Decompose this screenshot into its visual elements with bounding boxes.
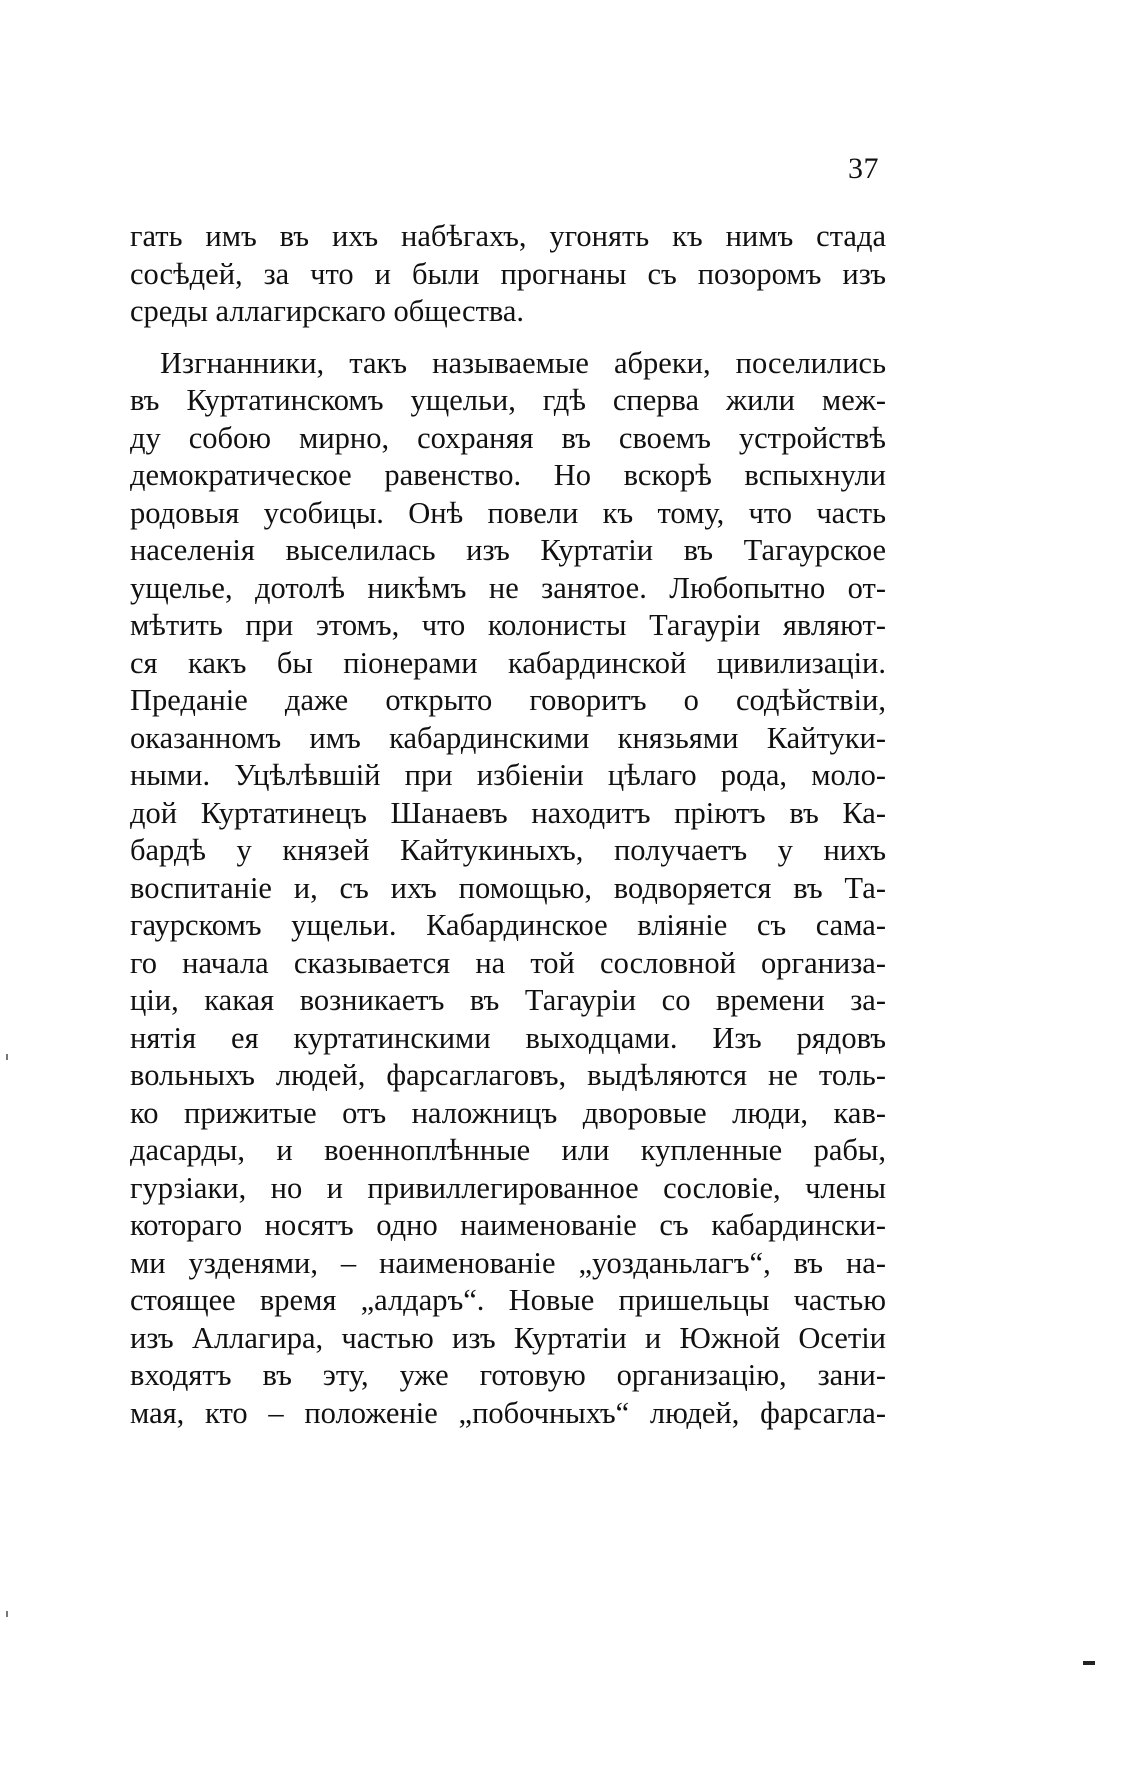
text-line: демократическое равенство. Но вскорѣ вспыхнули bbox=[130, 458, 886, 492]
scan-mark bbox=[6, 1054, 8, 1060]
text-line: Изгнанники, такъ называемые абреки, поселились bbox=[160, 345, 886, 380]
text-line: го начала сказывается на той сословной организа- bbox=[130, 945, 886, 980]
text-line: ко прижитые отъ наложницъ дворовые люди, кав- bbox=[130, 1095, 886, 1130]
text-line: родовыя усобицы. Онѣ повели къ тому, что часть bbox=[130, 495, 886, 530]
text-line: ущелье, дотолѣ никѣмъ не занятое. Любопытно от- bbox=[130, 570, 886, 605]
text-line: стоящее время „алдаръ“. Новые пришельцы частью bbox=[130, 1283, 886, 1317]
text-line: вольныхъ людей, фарсаглаговъ, выдѣляются не толь- bbox=[130, 1058, 886, 1092]
text-line: дасарды, и военноплѣнные или купленные рабы, bbox=[130, 1133, 886, 1167]
text-line: въ Куртатинскомъ ущельи, гдѣ сперва жили меж- bbox=[130, 383, 886, 417]
text-line: ду собою мирно, сохраняя въ своемъ устройствѣ bbox=[130, 420, 886, 455]
text-line: дой Куртатинецъ Шанаевъ находитъ пріютъ въ Ка- bbox=[130, 795, 886, 830]
text-line: гурзіаки, но и привиллегированное сословіе, члены bbox=[130, 1170, 886, 1205]
text-line: нятія ея куртатинскими выходцами. Изъ рядовъ bbox=[130, 1020, 886, 1055]
text-line: сосѣдей, за что и были прогнаны съ позоромъ изъ bbox=[130, 256, 886, 291]
text-line: ными. Уцѣлѣвшій при избіеніи цѣлаго рода, моло- bbox=[130, 758, 886, 792]
text-line: изъ Аллагира, частью изъ Куртатіи и Южной Осетіи bbox=[130, 1320, 886, 1355]
text-line: Преданіе даже открыто говоритъ о содѣйствіи, bbox=[130, 683, 886, 717]
scan-mark bbox=[6, 1611, 8, 1617]
text-line: ціи, какая возникаетъ въ Тагауріи со времени за- bbox=[130, 983, 886, 1017]
text-line: входятъ въ эту, уже готовую организацію, зани- bbox=[130, 1358, 886, 1392]
text-line: котораго носятъ одно наименованіе съ кабардински- bbox=[130, 1208, 886, 1242]
paragraph-spacer bbox=[130, 331, 886, 345]
text-line: ся какъ бы піонерами кабардинской цивилизаціи. bbox=[130, 645, 886, 680]
text-line: мѣтить при этомъ, что колонисты Тагауріи являют- bbox=[130, 608, 886, 642]
text-line: бардѣ у князей Кайтукиныхъ, получаетъ у нихъ bbox=[130, 833, 886, 867]
text-line: гать имъ въ ихъ набѣгахъ, угонять къ нимъ стада bbox=[130, 219, 886, 253]
text-line: воспитаніе и, съ ихъ помощью, водворяется въ Та- bbox=[130, 870, 886, 905]
text-line: среды аллагирскаго общества. bbox=[130, 294, 525, 328]
page-number: 37 bbox=[848, 152, 879, 185]
paragraph-1 bbox=[130, 218, 886, 331]
body-text bbox=[130, 218, 886, 1432]
text-line: населенія выселилась изъ Куртатіи въ Тагаурское bbox=[130, 533, 886, 567]
text-line: мая, кто – положеніе „побочныхъ“ людей, фарсагла- bbox=[130, 1395, 886, 1430]
scan-mark bbox=[1083, 1661, 1095, 1665]
text-line: оказанномъ имъ кабардинскими князьями Кайтуки- bbox=[130, 720, 886, 755]
paragraph-2 bbox=[130, 345, 886, 1433]
text-line: ми узденями, – наименованіе „уозданьлагъ“, въ на- bbox=[130, 1245, 886, 1280]
text-line: гаурскомъ ущельи. Кабардинское вліяніе съ сама- bbox=[130, 908, 886, 942]
